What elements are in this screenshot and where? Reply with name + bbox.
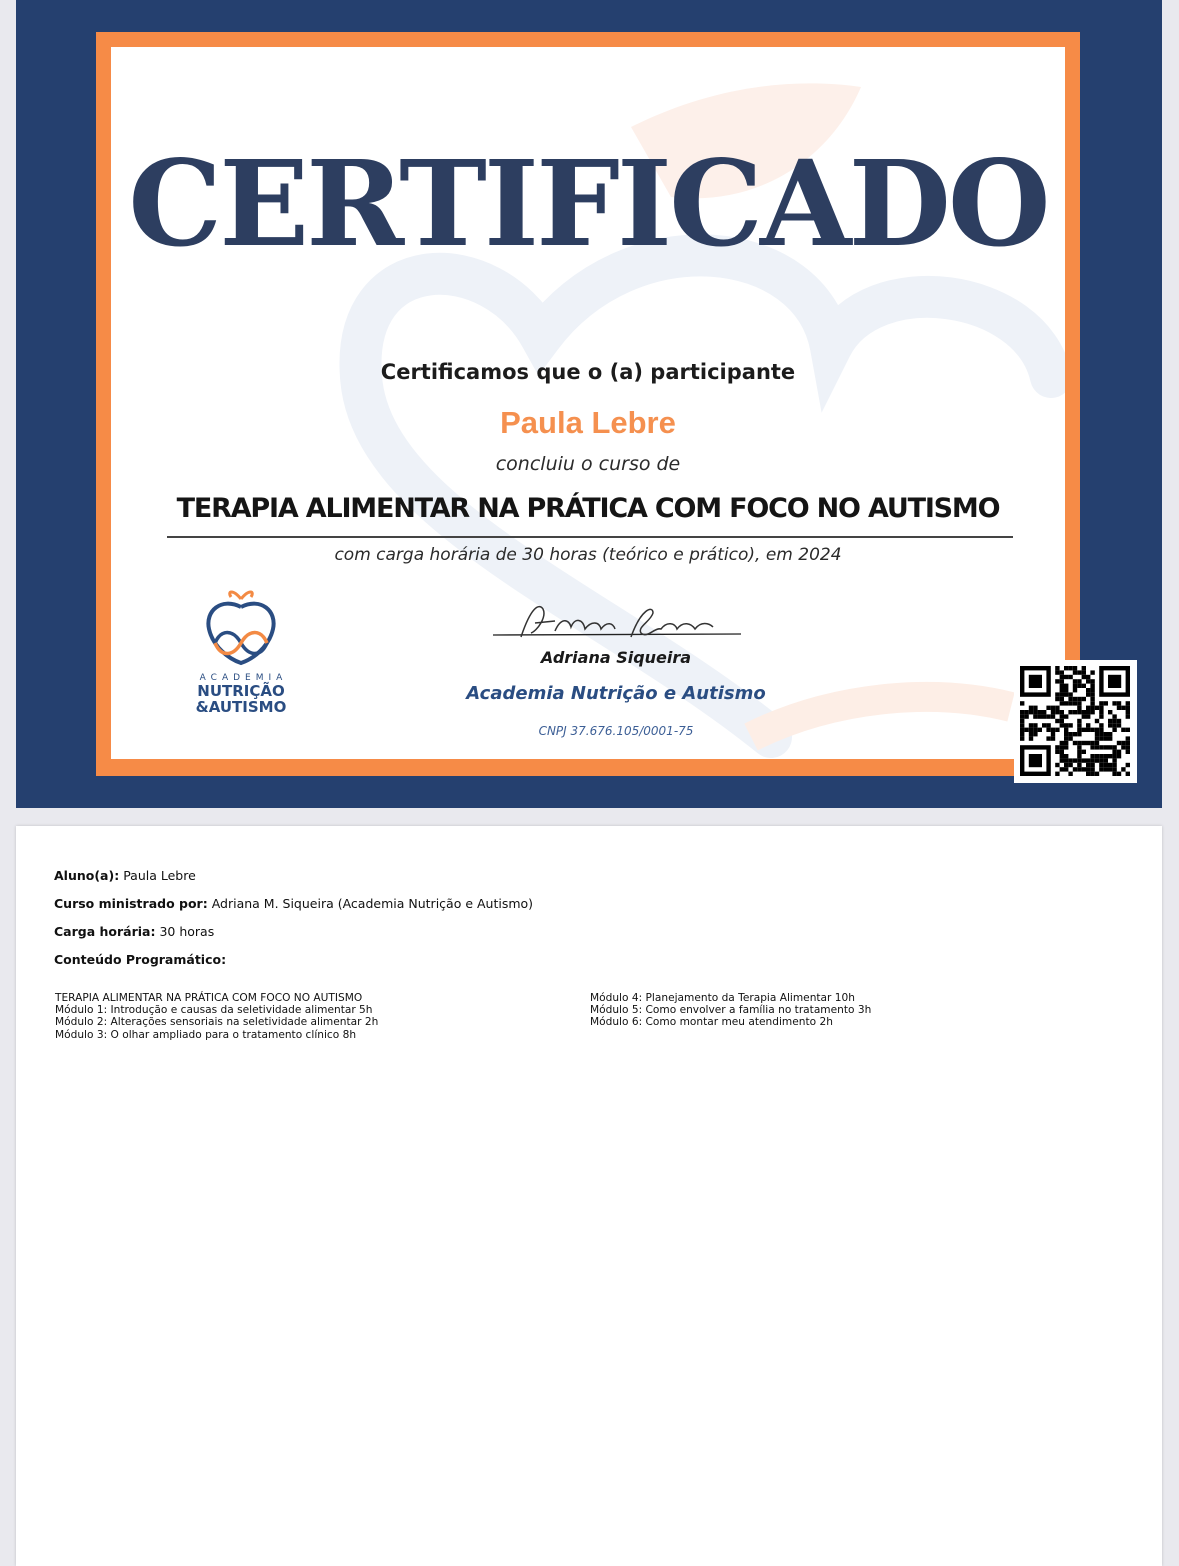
module-line: Módulo 4: Planejamento da Terapia Alimentar 10h <box>590 992 855 1004</box>
hours-text: com carga horária de 30 horas (teórico e prático), em 2024 <box>334 545 842 565</box>
workload-label: Carga horária: <box>54 924 156 939</box>
taught-by-label: Curso ministrado por: <box>54 896 208 911</box>
qr-code[interactable] <box>1014 660 1137 783</box>
modules-left-column <box>55 992 378 1041</box>
workload-row <box>54 924 214 939</box>
syllabus-row <box>54 952 226 967</box>
module-line: Módulo 3: O olhar ampliado para o tratamento clínico 8h <box>55 1028 357 1041</box>
participant-name: Paula Lebre <box>500 405 676 440</box>
apple-infinity-icon <box>201 585 281 669</box>
handwritten-signature <box>491 597 741 647</box>
taught-by-row <box>54 896 533 911</box>
workload-value: 30 horas <box>159 924 215 939</box>
qr-code-icon <box>1014 660 1137 783</box>
modules-right-column <box>590 992 871 1029</box>
certificate-body <box>111 47 1065 759</box>
module-line: Módulo 6: Como montar meu atendimento 2h <box>590 1016 833 1029</box>
intro-text: Certificamos que o (a) participante <box>380 360 796 384</box>
module-line: TERAPIA ALIMENTAR NA PRÁTICA COM FOCO NO AUTISMO <box>55 992 363 1004</box>
cnpj-text: CNPJ 37.676.105/0001-75 <box>538 724 694 738</box>
student-label: Aluno(a): <box>54 868 120 883</box>
course-title: TERAPIA ALIMENTAR NA PRÁTICA COM FOCO NO AUTISMO <box>176 493 1000 524</box>
logo-text-autismo: &AUTISMO <box>195 698 287 716</box>
organization-name: Academia Nutrição e Autismo <box>466 683 766 704</box>
module-line: Módulo 1: Introdução e causas da seletividade alimentar 5h <box>55 1004 373 1017</box>
module-line: Módulo 2: Alterações sensoriais na seletividade alimentar 2h <box>55 1016 379 1029</box>
student-value: Paula Lebre <box>123 868 196 883</box>
certificate-page <box>16 0 1162 808</box>
signer-name: Adriana Siqueira <box>540 648 692 667</box>
certificate-title: CERTIFICADO <box>128 134 1048 273</box>
taught-by-value: Adriana M. Siqueira (Academia Nutrição e Autismo) <box>211 896 534 911</box>
completed-text: concluiu o curso de <box>495 453 681 475</box>
logo-text-nutricao: NUTRIÇÃO <box>197 682 285 700</box>
syllabus-label: Conteúdo Programático: <box>54 952 227 967</box>
student-row <box>54 868 196 883</box>
course-underline <box>167 536 1013 538</box>
syllabus-page <box>16 826 1162 1566</box>
module-line: Módulo 5: Como envolver a família no tratamento 3h <box>590 1004 872 1017</box>
academy-logo <box>181 585 301 715</box>
logo-text-academia: ACADEMIA <box>199 673 288 683</box>
